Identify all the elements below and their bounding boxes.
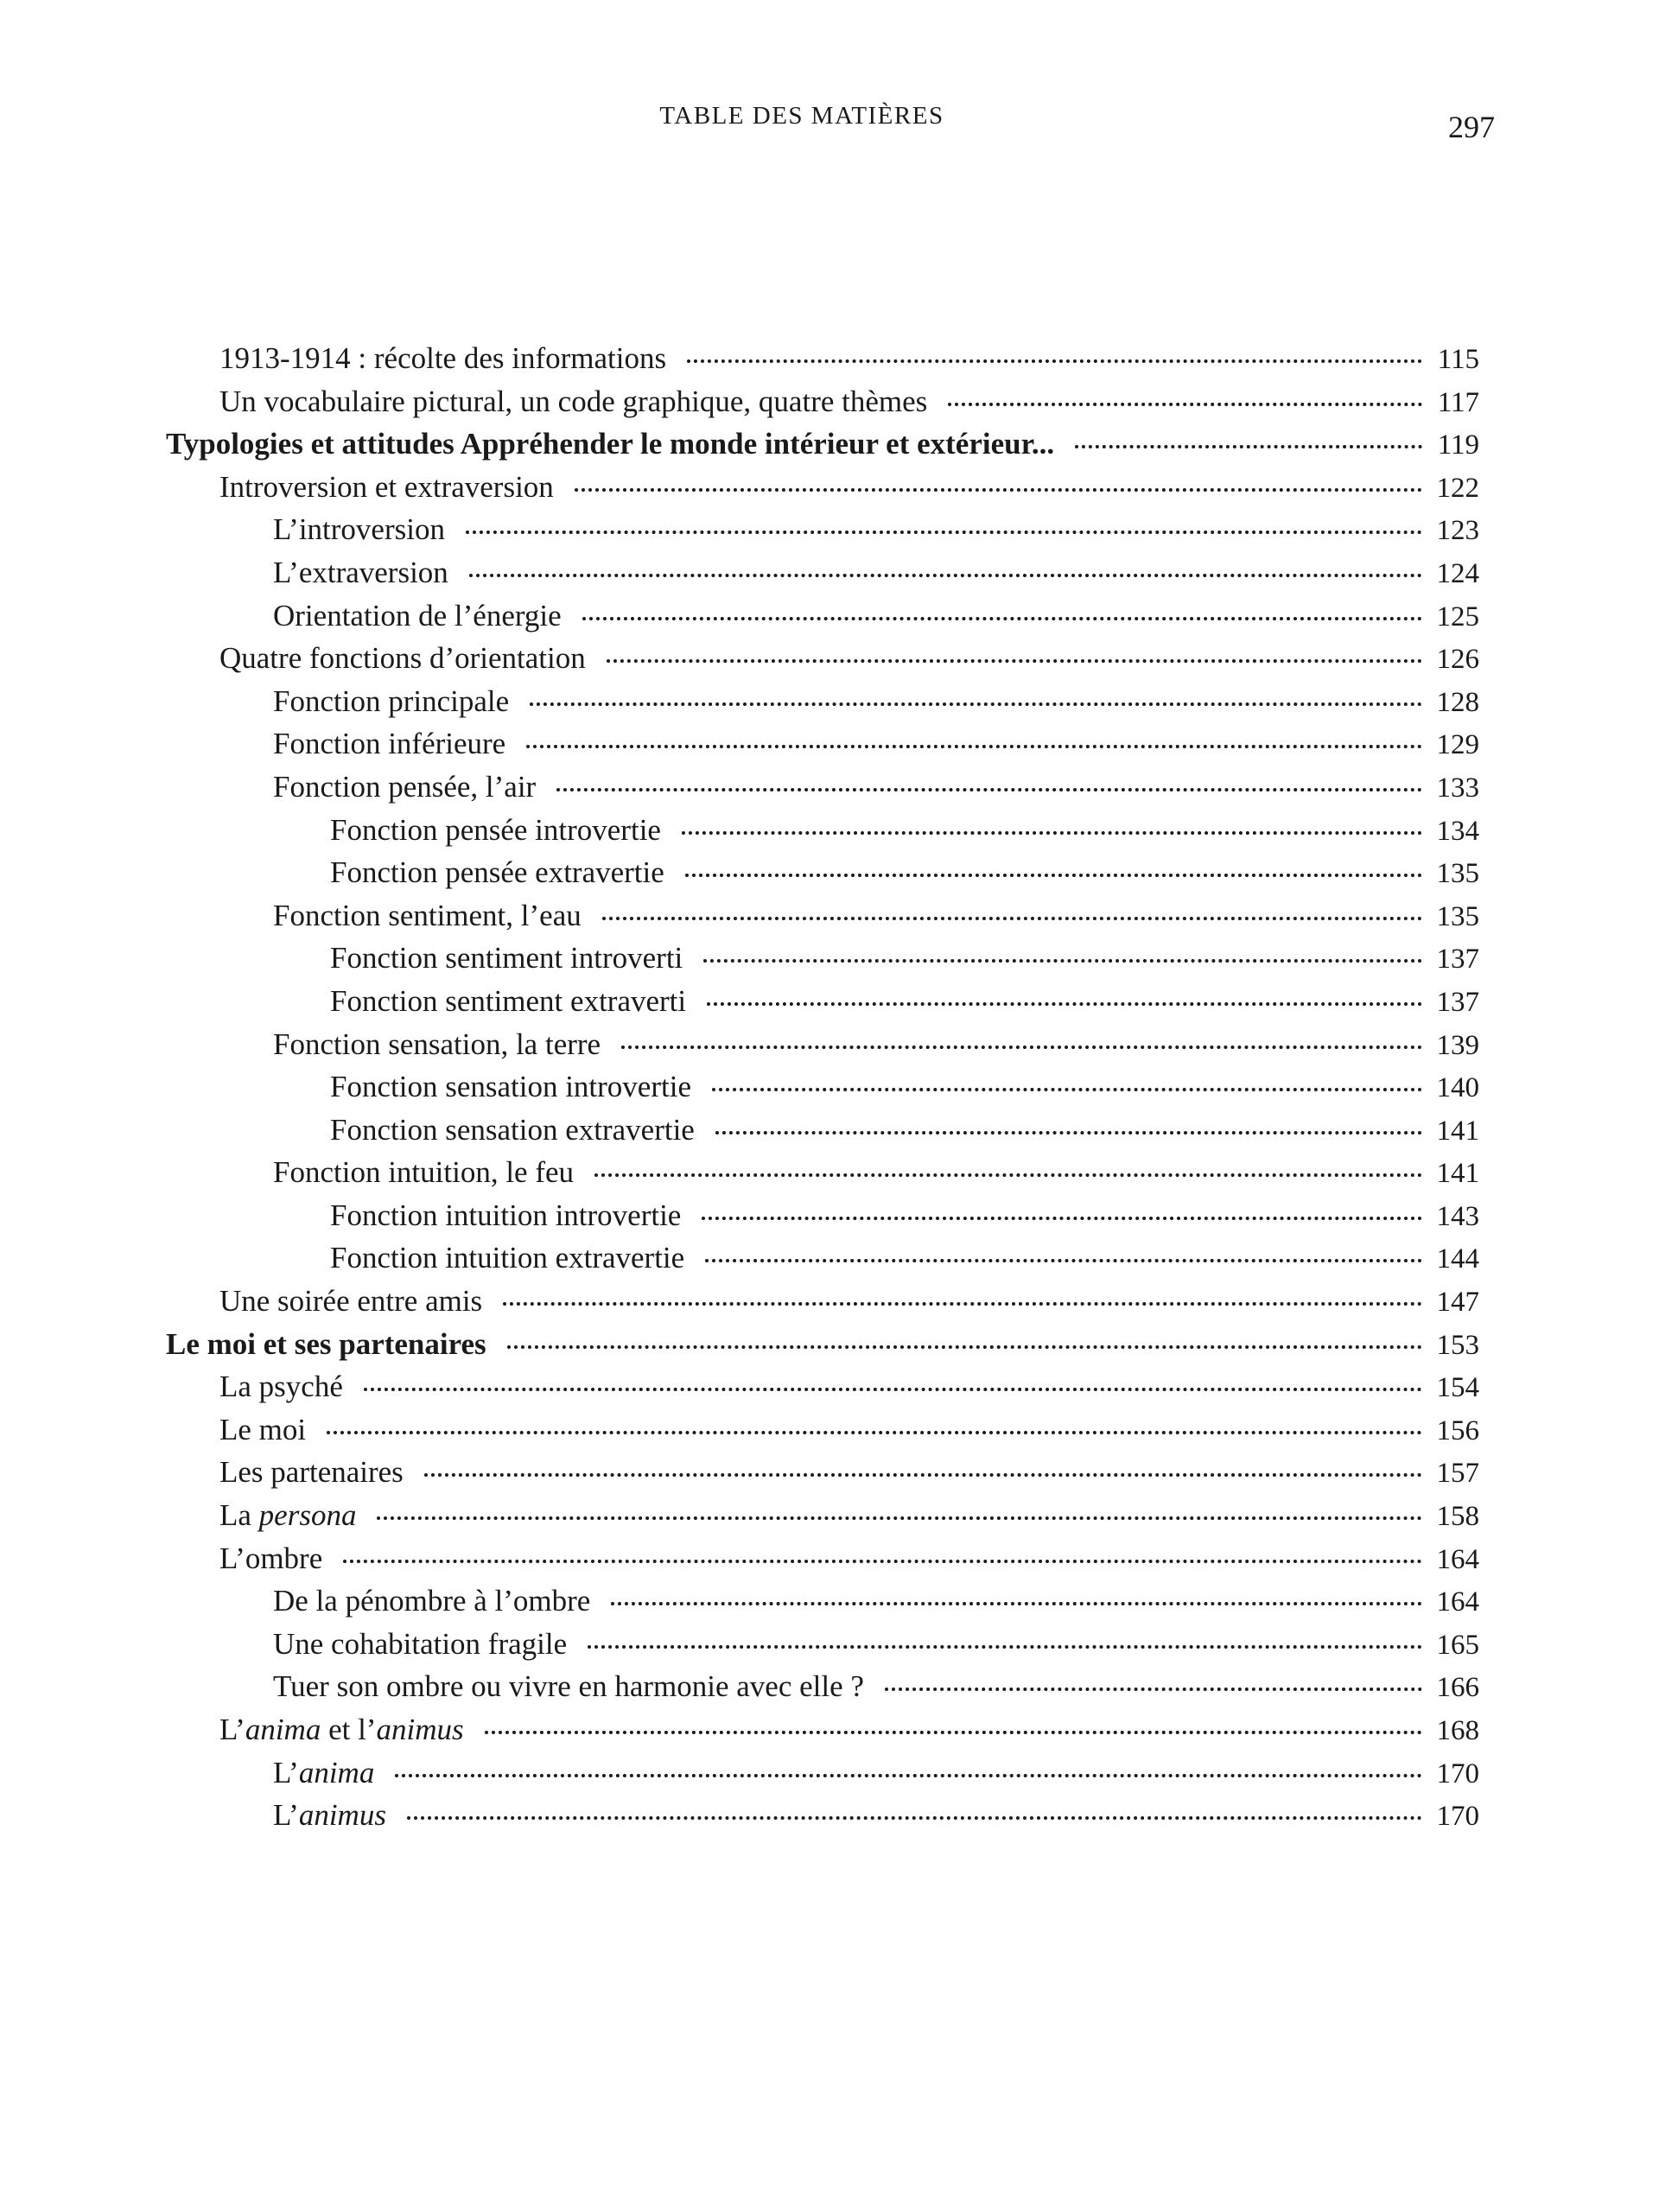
toc-entry[interactable] — [166, 1109, 1479, 1152]
toc-title-part: L’ — [273, 1755, 299, 1789]
toc-entry-page-number: 125 — [1436, 601, 1479, 632]
toc-entry[interactable] — [166, 1794, 1479, 1837]
toc-entry-page-number: 170 — [1436, 1801, 1479, 1833]
toc-entry-page-number: 165 — [1436, 1629, 1479, 1661]
toc-entry[interactable] — [166, 337, 1479, 380]
toc-entry[interactable] — [166, 937, 1479, 980]
toc-title-part: et l’ — [321, 1713, 377, 1746]
toc-entry-page-number: 153 — [1436, 1329, 1479, 1361]
toc-entry[interactable] — [166, 680, 1479, 723]
toc-title-part: Un vocabulaire pictural, un code graphique, quatre thèmes — [219, 384, 928, 418]
toc-entry-title — [219, 1494, 356, 1537]
toc-entry-title — [330, 1065, 691, 1109]
toc-entry[interactable] — [166, 1708, 1479, 1751]
dot-leader — [469, 574, 1422, 577]
toc-entry[interactable] — [166, 1665, 1479, 1708]
toc-entry-title — [273, 766, 536, 809]
toc-entry[interactable] — [166, 1236, 1479, 1280]
toc-entry[interactable] — [166, 1408, 1479, 1452]
dot-leader — [948, 403, 1422, 406]
toc-entry-title — [219, 637, 586, 680]
toc-entry[interactable] — [166, 894, 1479, 938]
toc-entry[interactable] — [166, 1065, 1479, 1109]
dot-leader — [407, 1816, 1422, 1820]
toc-title-italic-part: anima — [245, 1713, 321, 1746]
dot-leader — [530, 702, 1422, 706]
dot-leader — [582, 617, 1422, 620]
toc-title-part: Fonction intuition extravertie — [330, 1241, 685, 1275]
toc-title-part: Une cohabitation fragile — [273, 1626, 568, 1661]
toc-title-part: Une soirée entre amis — [219, 1284, 483, 1319]
toc-entry-title — [273, 1023, 601, 1066]
toc-title-part: Orientation de l’énergie — [273, 598, 562, 632]
toc-entry-title — [219, 466, 554, 509]
dot-leader — [885, 1688, 1422, 1691]
dot-leader — [685, 874, 1422, 877]
toc-entry[interactable] — [166, 1280, 1479, 1323]
toc-entry-title — [219, 1451, 404, 1494]
toc-entry-title — [273, 1623, 567, 1666]
toc-entry-title — [330, 980, 686, 1023]
dot-leader — [485, 1731, 1422, 1734]
toc-title-part: La — [219, 1498, 259, 1533]
toc-entry[interactable] — [166, 722, 1479, 766]
toc-entry-title — [166, 1323, 486, 1366]
dot-leader — [424, 1473, 1422, 1477]
toc-entry-title — [219, 380, 927, 423]
toc-entry-title — [219, 1365, 343, 1408]
toc-entry-title — [219, 1708, 464, 1751]
toc-entry-page-number: 137 — [1436, 944, 1479, 976]
dot-leader — [526, 745, 1422, 748]
toc-title-part: Le moi et ses partenaires — [166, 1326, 486, 1361]
toc-entry[interactable] — [166, 423, 1479, 466]
toc-entry-page-number: 139 — [1436, 1029, 1479, 1061]
toc-title-part: Tuer son ombre ou vivre en harmonie avec elle ? — [273, 1669, 864, 1704]
toc-entry[interactable] — [166, 1365, 1479, 1408]
toc-entry-page-number: 135 — [1436, 858, 1479, 890]
toc-title-part: L’ — [219, 1713, 245, 1746]
dot-leader — [588, 1645, 1422, 1649]
dot-leader — [594, 1173, 1422, 1177]
toc-entry-page-number: 119 — [1437, 429, 1479, 461]
toc-entry[interactable] — [166, 1323, 1479, 1366]
toc-title-part: De la pénombre à l’ombre — [273, 1584, 591, 1618]
table-of-contents — [166, 337, 1479, 1837]
toc-entry-title — [330, 937, 683, 980]
toc-entry[interactable] — [166, 1194, 1479, 1237]
dot-leader — [702, 1217, 1422, 1220]
toc-entry-page-number: 133 — [1436, 772, 1479, 804]
dot-leader — [703, 959, 1422, 963]
toc-title-part: Les partenaires — [219, 1455, 404, 1490]
toc-title-italic-part: animus — [376, 1713, 464, 1746]
dot-leader — [503, 1302, 1422, 1306]
toc-title-italic-part: anima — [298, 1755, 375, 1789]
toc-entry-page-number: 137 — [1436, 986, 1479, 1018]
toc-title-part: Typologies et attitudes Appréhender le monde intérieur et extérieur... — [166, 427, 1055, 461]
toc-entry[interactable] — [166, 1451, 1479, 1494]
toc-entry[interactable] — [166, 766, 1479, 809]
toc-entry[interactable] — [166, 1751, 1479, 1795]
toc-entry[interactable] — [166, 1623, 1479, 1666]
toc-title-italic-part: animus — [298, 1798, 386, 1833]
toc-entry-page-number: 154 — [1436, 1372, 1479, 1404]
toc-title-part: Fonction pensée extravertie — [330, 855, 664, 890]
toc-entry-title — [166, 423, 1054, 466]
toc-entry-page-number: 141 — [1436, 1115, 1479, 1147]
toc-entry-title — [273, 551, 448, 594]
toc-entry-page-number: 147 — [1436, 1287, 1479, 1319]
toc-entry[interactable] — [166, 851, 1479, 894]
toc-title-part: Fonction sentiment, l’eau — [273, 898, 582, 932]
toc-entry[interactable] — [166, 1580, 1479, 1623]
toc-entry-title — [219, 1408, 306, 1452]
toc-title-part: Fonction sentiment introverti — [330, 941, 683, 976]
toc-entry-page-number: 129 — [1436, 729, 1479, 761]
dot-leader — [395, 1774, 1422, 1777]
toc-entry-page-number: 135 — [1436, 900, 1479, 932]
toc-entry-page-number: 156 — [1436, 1414, 1479, 1446]
dot-leader — [507, 1345, 1422, 1349]
toc-entry-page-number: 143 — [1436, 1200, 1479, 1232]
toc-title-part: Fonction principale — [273, 683, 510, 718]
toc-title-part: Fonction pensée introvertie — [330, 812, 661, 847]
toc-entry[interactable] — [166, 1494, 1479, 1537]
toc-entry[interactable] — [166, 637, 1479, 680]
dot-leader — [377, 1516, 1422, 1520]
toc-entry[interactable] — [166, 1151, 1479, 1194]
toc-title-part: Fonction pensée, l’air — [273, 769, 537, 804]
toc-entry-title — [273, 1751, 374, 1795]
toc-title-part: L’introversion — [273, 512, 445, 547]
toc-title-part: Le moi — [219, 1412, 307, 1446]
toc-entry[interactable] — [166, 1537, 1479, 1580]
toc-entry-page-number: 144 — [1436, 1243, 1479, 1275]
toc-entry-title — [273, 680, 509, 723]
toc-entry-page-number: 141 — [1436, 1158, 1479, 1190]
toc-entry[interactable] — [166, 466, 1479, 509]
toc-entry-page-number: 128 — [1436, 686, 1479, 718]
toc-title-part: L’ — [273, 1798, 299, 1833]
toc-entry-title — [330, 1194, 681, 1237]
dot-leader — [575, 488, 1422, 492]
toc-title-part: Introversion et extraversion — [219, 469, 554, 504]
dot-leader — [607, 659, 1422, 663]
toc-entry-title — [330, 851, 664, 894]
running-head: TABLE DES MATIÈRES — [659, 102, 944, 130]
dot-leader — [705, 1259, 1422, 1262]
dot-leader — [715, 1131, 1422, 1135]
toc-entry-page-number: 170 — [1436, 1758, 1479, 1789]
toc-title-part: Fonction sensation, la terre — [273, 1027, 601, 1061]
toc-entry-page-number: 123 — [1436, 515, 1479, 547]
toc-entry-title — [330, 809, 661, 852]
dot-leader — [687, 359, 1422, 363]
toc-entry-page-number: 157 — [1436, 1458, 1479, 1490]
toc-entry-title — [273, 1794, 386, 1837]
toc-entry[interactable] — [166, 1023, 1479, 1066]
toc-entry[interactable] — [166, 980, 1479, 1023]
toc-title-part: L’extraversion — [273, 555, 448, 589]
toc-title-part: Fonction sensation introvertie — [330, 1070, 691, 1104]
page-number: 297 — [1448, 110, 1495, 144]
toc-entry-page-number: 117 — [1437, 386, 1479, 418]
toc-title-part: L’ombre — [219, 1541, 323, 1575]
toc-entry[interactable] — [166, 809, 1479, 852]
toc-title-italic-part: persona — [258, 1498, 357, 1533]
toc-entry-page-number: 140 — [1436, 1072, 1479, 1104]
toc-entry-title — [273, 1151, 574, 1194]
toc-entry-title — [273, 722, 505, 766]
toc-entry[interactable] — [166, 551, 1479, 594]
toc-entry[interactable] — [166, 380, 1479, 423]
dot-leader — [712, 1088, 1422, 1091]
toc-entry[interactable] — [166, 508, 1479, 551]
toc-entry-title — [219, 1280, 482, 1323]
toc-title-part: La psyché — [219, 1370, 343, 1404]
toc-entry-page-number: 168 — [1436, 1715, 1479, 1746]
toc-entry-page-number: 122 — [1436, 472, 1479, 504]
toc-title-part: Fonction intuition, le feu — [273, 1155, 575, 1190]
toc-entry-page-number: 158 — [1436, 1501, 1479, 1533]
dot-leader — [327, 1431, 1422, 1434]
toc-entry-page-number: 166 — [1436, 1672, 1479, 1704]
toc-title-part: Fonction sensation extravertie — [330, 1112, 695, 1147]
dot-leader — [1075, 445, 1422, 448]
dot-leader — [621, 1046, 1422, 1049]
toc-entry-title — [273, 894, 582, 938]
dot-leader — [364, 1388, 1422, 1391]
toc-entry-page-number: 164 — [1436, 1543, 1479, 1575]
dot-leader — [707, 1002, 1422, 1006]
toc-entry-title — [219, 1537, 322, 1580]
toc-title-part: Fonction intuition introvertie — [330, 1198, 682, 1232]
dot-leader — [343, 1560, 1422, 1563]
toc-title-part: Quatre fonctions d’orientation — [219, 641, 586, 676]
toc-entry-page-number: 126 — [1436, 644, 1479, 676]
toc-entry-page-number: 164 — [1436, 1586, 1479, 1618]
toc-entry-title — [273, 594, 562, 638]
toc-title-part: Fonction inférieure — [273, 727, 506, 761]
toc-entry-page-number: 115 — [1437, 344, 1479, 375]
toc-entry-title — [330, 1236, 684, 1280]
toc-entry-title — [330, 1109, 695, 1152]
toc-entry-title — [273, 1665, 864, 1708]
dot-leader — [556, 788, 1422, 791]
toc-title-part: Fonction sentiment extraverti — [330, 983, 687, 1018]
toc-title-part: 1913-1914 : récolte des informations — [219, 341, 667, 375]
dot-leader — [682, 831, 1422, 835]
toc-entry-title — [273, 1580, 590, 1623]
dot-leader — [466, 531, 1422, 534]
dot-leader — [602, 917, 1422, 920]
toc-entry[interactable] — [166, 594, 1479, 638]
toc-entry-page-number: 124 — [1436, 557, 1479, 589]
toc-entry-page-number: 134 — [1436, 815, 1479, 847]
toc-entry-title — [273, 508, 445, 551]
toc-entry-title — [219, 337, 666, 380]
dot-leader — [611, 1602, 1422, 1605]
